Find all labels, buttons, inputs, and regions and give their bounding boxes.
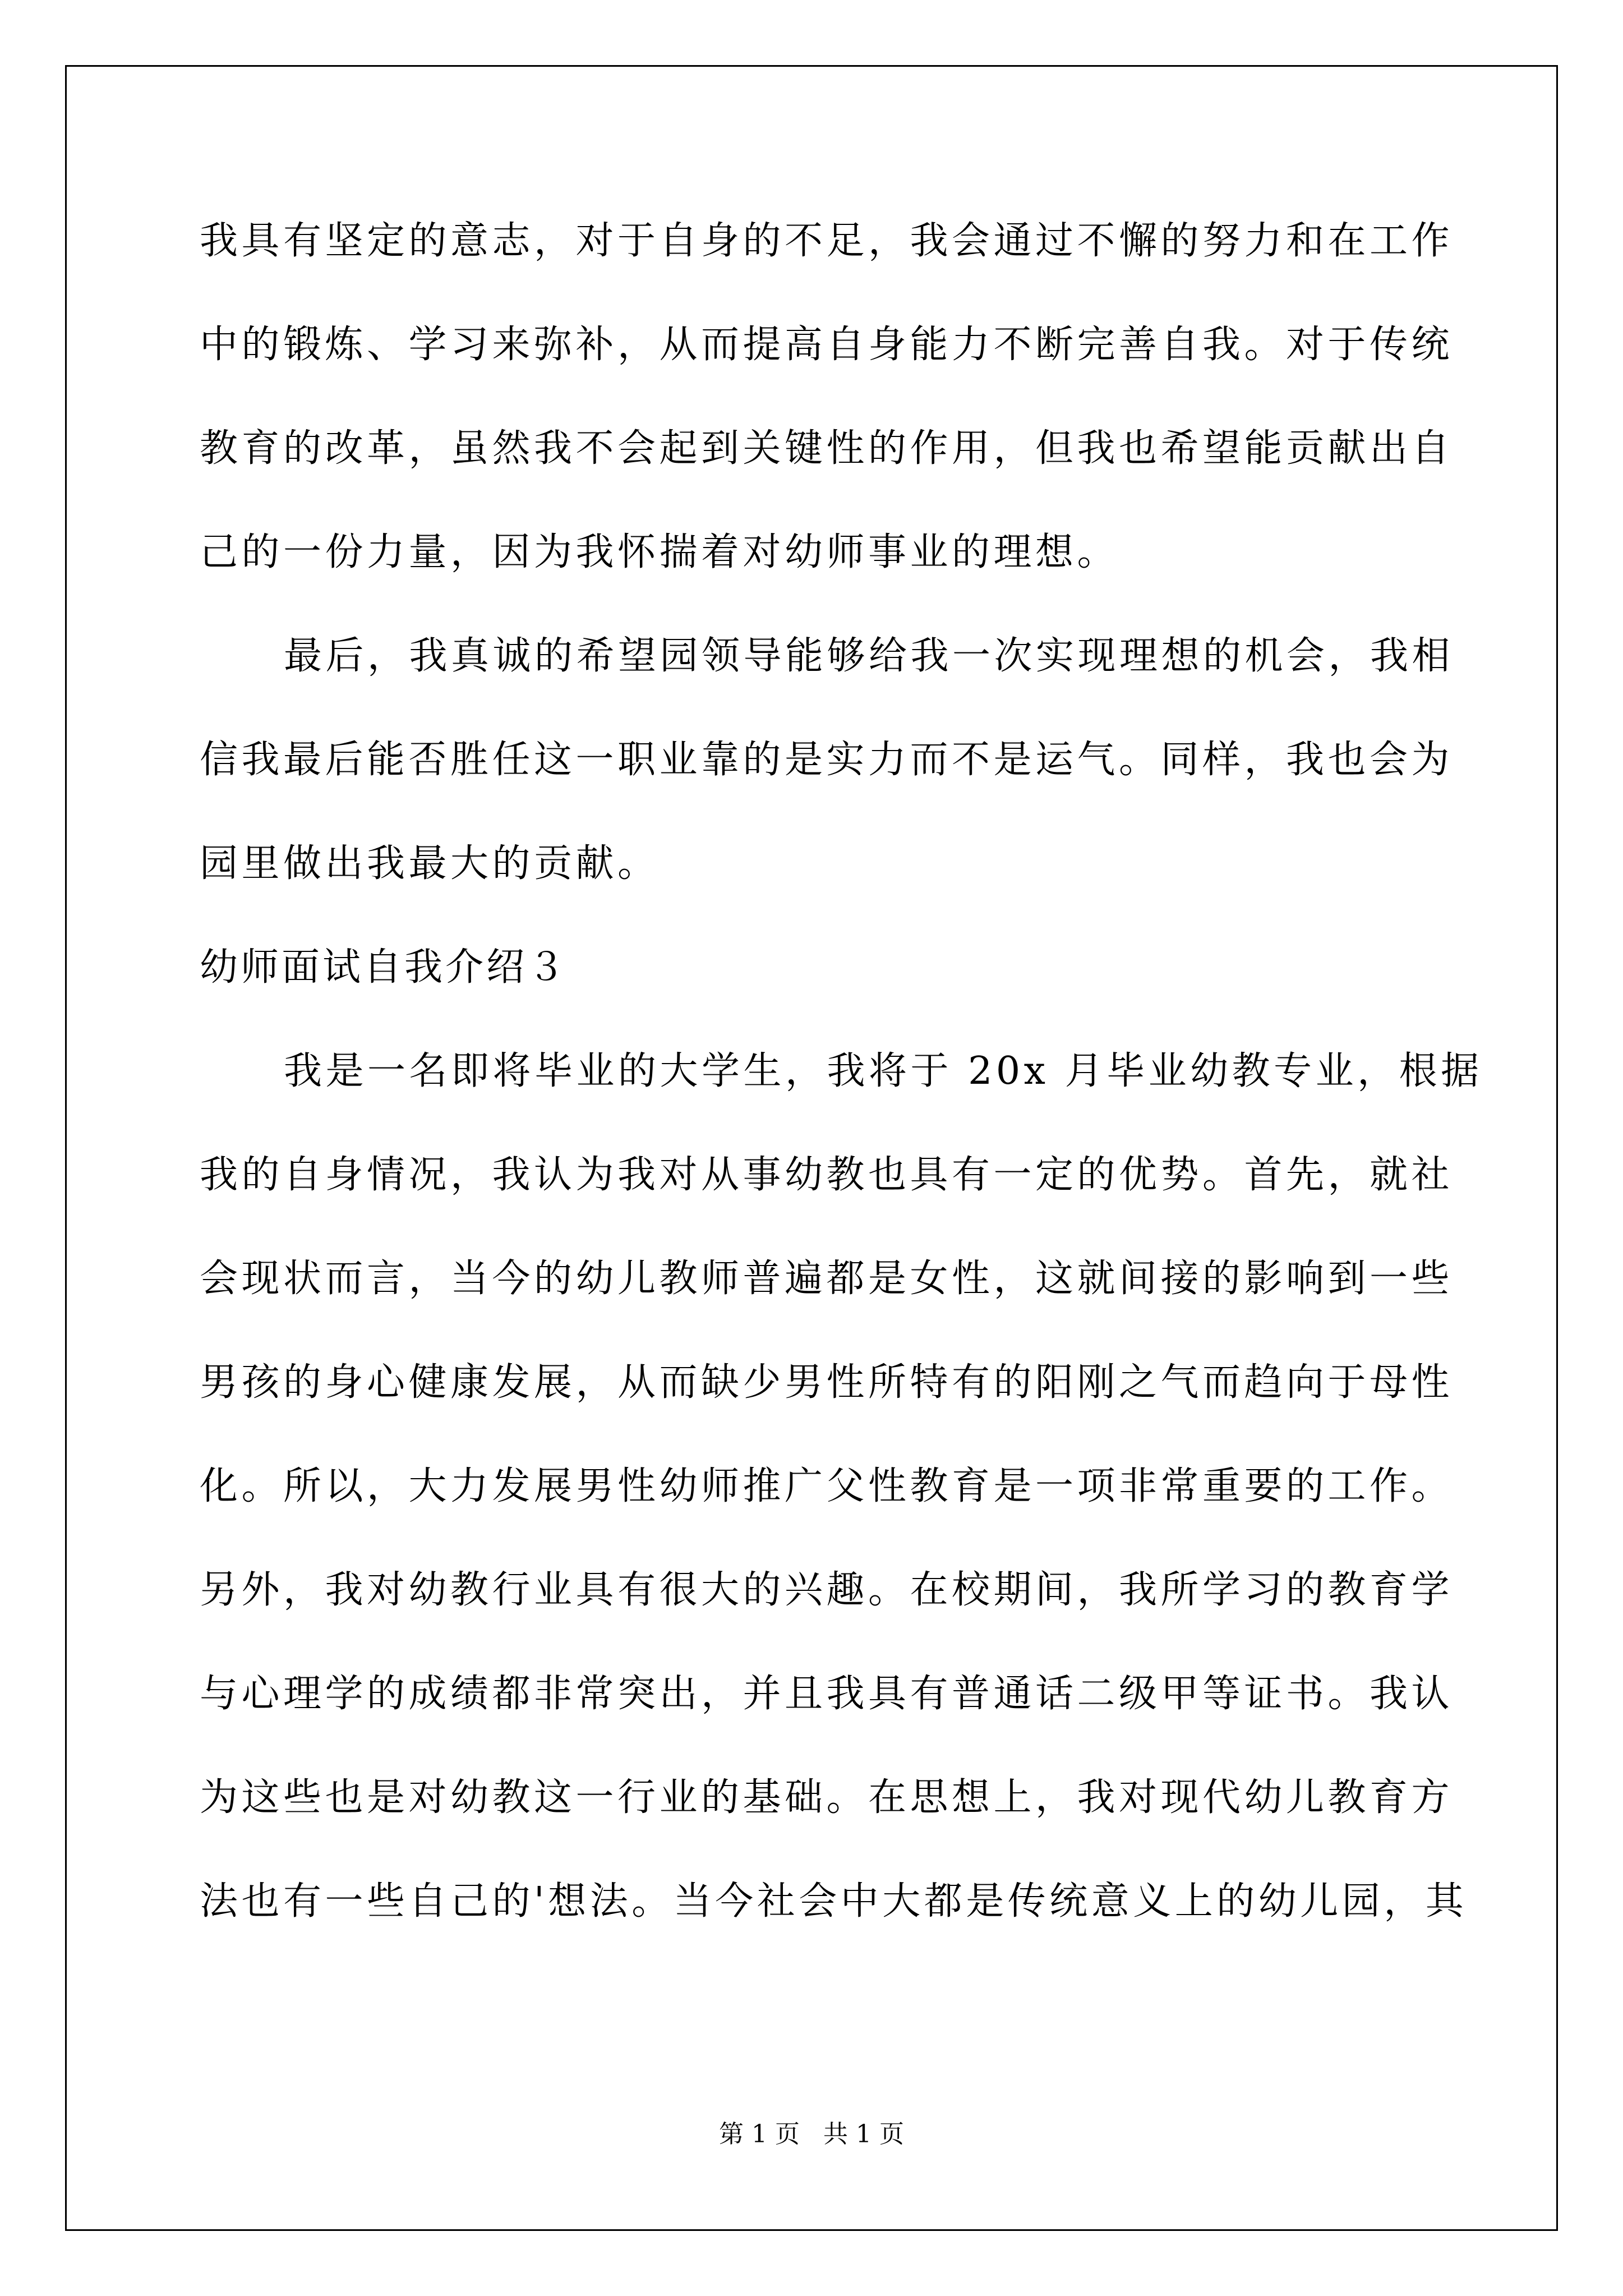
paragraph-line: 信我最后能否胜任这一职业靠的是实力而不是运气。同样，我也会为: [200, 738, 1454, 782]
section-heading: 幼师面试自我介绍３: [200, 945, 569, 990]
paragraph-line: 男孩的身心健康发展，从而缺少男性所特有的阳刚之气而趋向于母性: [200, 1360, 1454, 1405]
paragraph-line: 与心理学的成绩都非常突出，并且我具有普通话二级甲等证书。我认: [200, 1672, 1454, 1716]
document-body: [200, 210, 1483, 1975]
paragraph-line: 教育的改革，虽然我不会起到关键性的作用，但我也希望能贡献出自: [200, 426, 1454, 471]
paragraph-line: 我是一名即将毕业的大学生，我将于 20x 月毕业幼教专业，根据: [284, 1049, 1483, 1093]
paragraph-line: 中的锻炼、学习来弥补，从而提高自身能力不断完善自我。对于传统: [200, 323, 1454, 367]
paragraph-line: 最后，我真诚的希望园领导能够给我一次实现理想的机会，我相: [284, 634, 1454, 678]
paragraph-line: 会现状而言，当今的幼儿教师普遍都是女性，这就间接的影响到一些: [200, 1257, 1454, 1301]
paragraph-line: 园里做出我最大的贡献。: [200, 841, 660, 886]
paragraph-line: 己的一份力量，因为我怀揣着对幼师事业的理想。: [200, 530, 1119, 574]
paragraph-line: 我的自身情况，我认为我对从事幼教也具有一定的优势。首先，就社: [200, 1153, 1454, 1197]
page-number-footer: 第 1 页 共 1 页: [719, 2120, 904, 2148]
paragraph-line: 法也有一些自己的'想法。当今社会中大都是传统意义上的幼儿园，其: [200, 1879, 1468, 1924]
paragraph-line: 我具有坚定的意志，对于自身的不足，我会通过不懈的努力和在工作: [200, 219, 1454, 263]
paragraph-line: 另外，我对幼教行业具有很大的兴趣。在校期间，我所学习的教育学: [200, 1568, 1454, 1612]
paragraph-line: 化。所以，大力发展男性幼师推广父性教育是一项非常重要的工作。: [200, 1464, 1454, 1508]
paragraph-line: 为这些也是对幼教这一行业的基础。在思想上，我对现代幼儿教育方: [200, 1775, 1454, 1820]
